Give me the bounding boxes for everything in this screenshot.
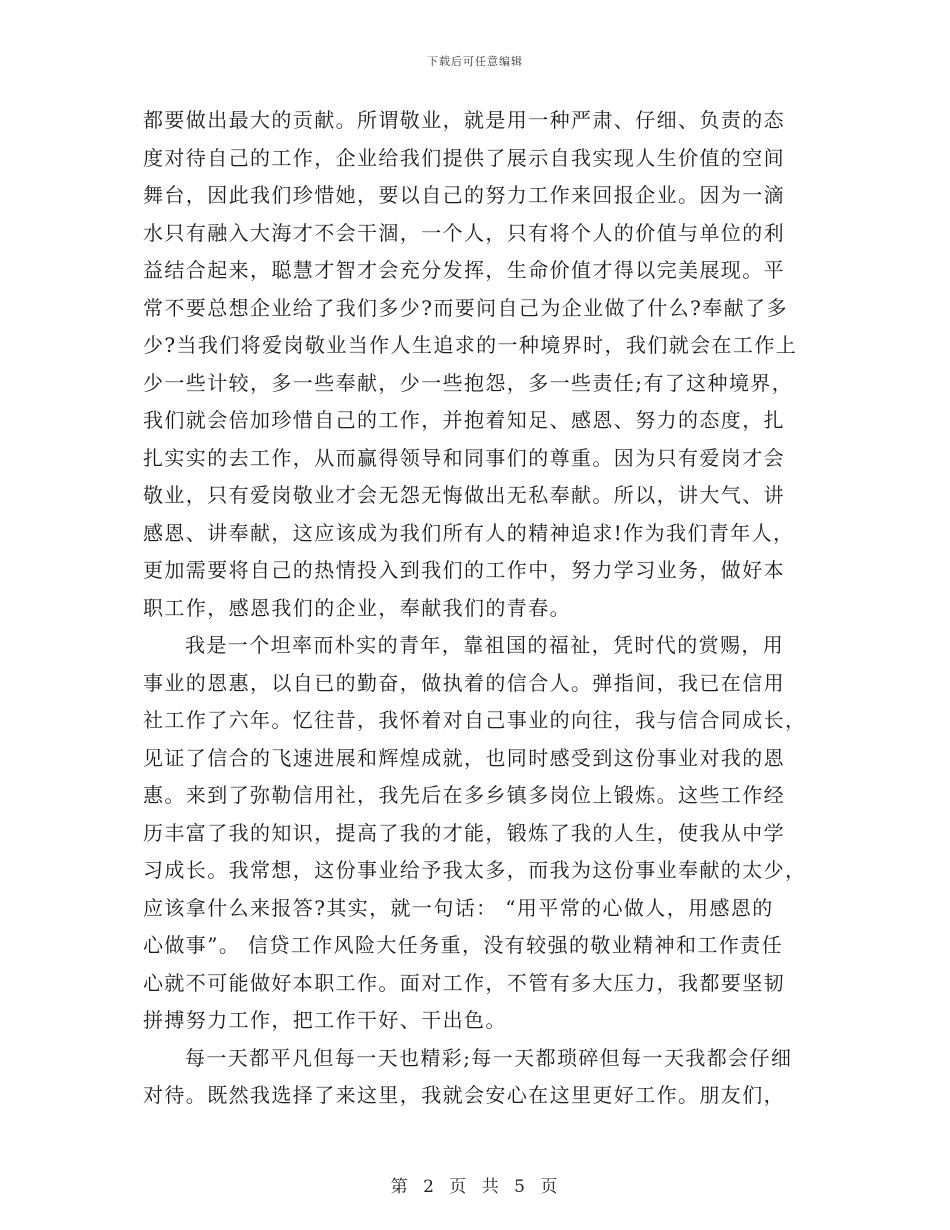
text-line: 度对待自己的工作，企业给我们提供了展示自我实现人生价值的空间	[143, 145, 785, 170]
text-line: 每一天都平凡但每一天也精彩;每一天都琐碎但每一天我都会仔细	[185, 1045, 793, 1070]
text-line: 常不要总想企业给了我们多少?而要问自己为企业做了什么?奉献了多	[143, 295, 788, 320]
text-line: 舞台，因此我们珍惜她，要以自己的努力工作来回报企业。因为一滴	[143, 183, 785, 207]
text-line: 心就不可能做好本职工作。面对工作，不管有多大压力，我都要坚韧	[143, 970, 785, 995]
paragraph	[143, 102, 798, 627]
footer-total-word: 共	[481, 1177, 501, 1197]
text-line: 少?当我们将爱岗敬业当作人生追求的一种境界时，我们就会在工作上	[143, 333, 798, 357]
paragraph	[143, 627, 807, 1040]
page-number-footer	[0, 1172, 950, 1197]
text-line: 扎实实的去工作，从而赢得领导和同事们的尊重。因为只有爱岗才会	[143, 445, 785, 470]
text-line: 敬业，只有爱岗敬业才会无怨无悔做出无私奉献。所以，讲大气、讲	[143, 483, 785, 507]
text-line: 拼搏努力工作，把工作干好、干出色。	[143, 1008, 507, 1032]
total-page-number: 5	[514, 1177, 527, 1197]
text-line: 习成长。我常想，这份事业给予我太多，而我为这份事业奉献的太少，	[143, 858, 807, 882]
text-line: 历丰富了我的知识，提高了我的才能，锻炼了我的人生，使我从中学	[143, 820, 785, 845]
text-line: 都要做出最大的贡献。所谓敬业，就是用一种严肃、仔细、负责的态	[143, 108, 785, 132]
text-line: 感恩、讲奉献，这应该成为我们所有人的精神追求!作为我们青年人，	[143, 520, 795, 545]
document-body	[143, 102, 807, 1115]
paragraph	[143, 1040, 793, 1115]
footer-suffix: 页	[540, 1177, 560, 1197]
text-line: 事业的恩惠，以自已的勤奋，做执着的信合人。弹指间，我已在信用	[143, 670, 785, 695]
text-line: 社工作了六年。忆往昔，我怀着对自己事业的向往，我与信合同成长，	[143, 708, 807, 732]
text-line: 水只有融入大海才不会干涸，一个人，只有将个人的价值与单位的利	[143, 220, 785, 245]
page-header-note: 下载后可任意编辑	[427, 55, 523, 68]
text-line: 对待。既然我选择了来这里，我就会安心在这里更好工作。朋友们，	[143, 1083, 785, 1107]
text-line: 心做事”。 信贷工作风险大任务重，没有较强的敬业精神和工作责任	[143, 933, 783, 957]
text-line: 少一些计较，多一些奉献，少一些抱怨，多一些责任;有了这种境界，	[143, 370, 794, 395]
text-line: 我们就会倍加珍惜自己的工作，并抱着知足、感恩、努力的态度，扎	[143, 408, 785, 432]
text-line: 更加需要将自己的热情投入到我们的工作中，努力学习业务，做好本	[143, 558, 785, 582]
text-line: 职工作，感恩我们的企业，奉献我们的青春。	[143, 595, 571, 620]
text-line: 见证了信合的飞速进展和辉煌成就，也同时感受到这份事业对我的恩	[143, 745, 785, 770]
footer-prefix: 第	[390, 1177, 410, 1197]
text-line: 我是一个坦率而朴实的青年，靠祖国的福祉，凭时代的赏赐，用	[185, 633, 785, 657]
text-line: 惠。来到了弥勒信用社，我先后在多乡镇多岗位上锻炼。这些工作经	[143, 783, 785, 807]
footer-page-word: 页	[449, 1177, 469, 1197]
text-line: 应该拿什么来报答?其实，就一句话： “用平常的心做人，用感恩的	[143, 895, 774, 920]
current-page-number: 2	[423, 1177, 436, 1197]
text-line: 益结合起来，聪慧才智才会充分发挥，生命价值才得以完美展现。平	[143, 258, 785, 282]
